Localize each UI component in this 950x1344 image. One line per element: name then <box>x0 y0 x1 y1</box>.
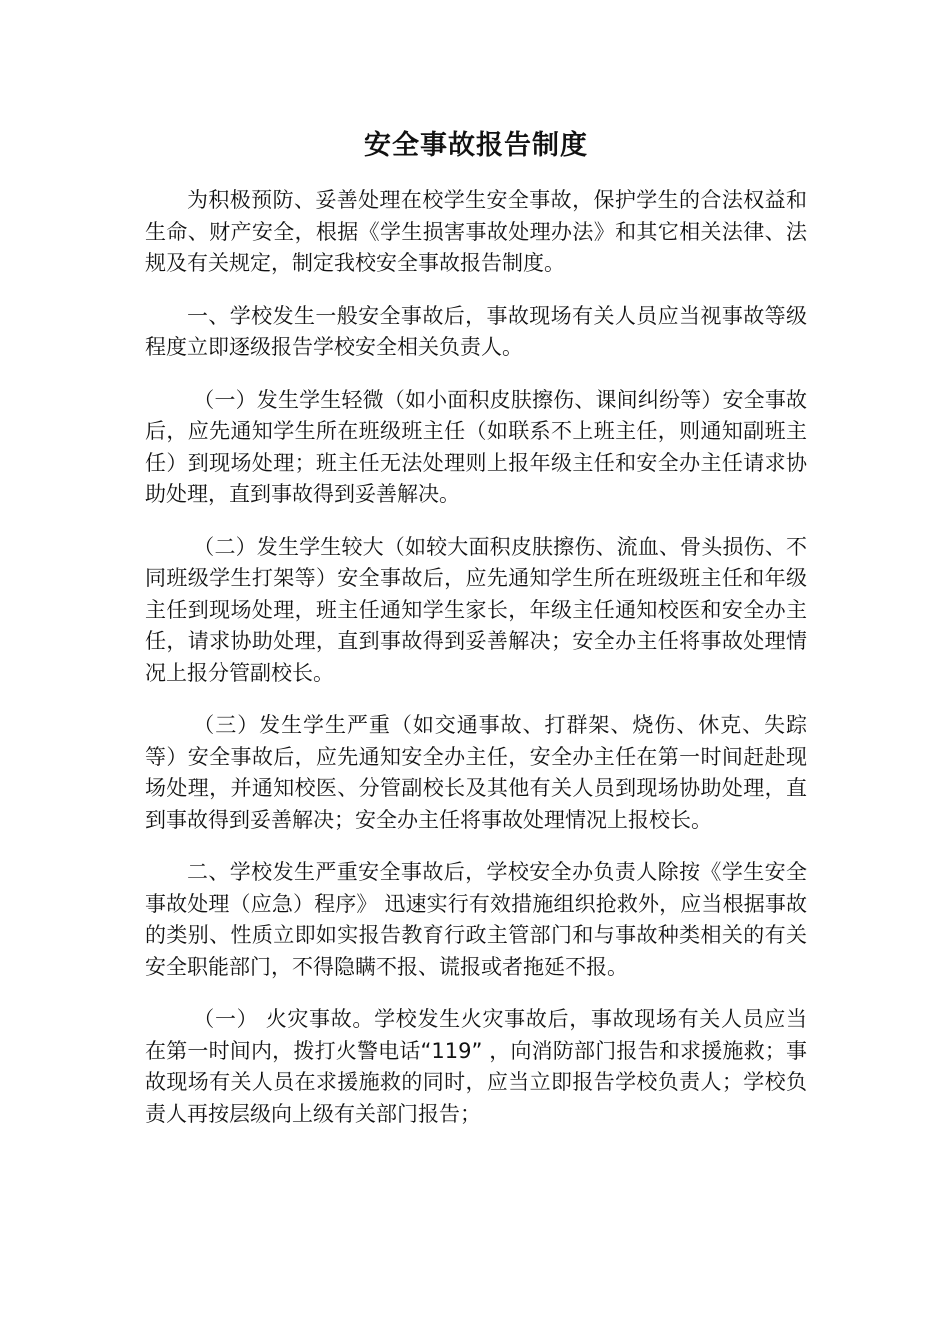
paragraph-section-1-item-1: （一）发生学生轻微（如小面积皮肤擦伤、课间纠纷等）安全事故后，应先通知学生所在班级班主任（如联系不上班主任，则通知副班主任）到现场处理；班主任无法处理则上报年级主任和安全办主任请求协助处理，直到事故得到妥善解决。 <box>145 387 807 506</box>
paragraph-section-1: 一、学校发生一般安全事故后，事故现场有关人员应当视事故等级程度立即逐级报告学校安全相关负责人。 <box>145 303 807 359</box>
document-page <box>145 0 807 1151</box>
paragraph-intro: 为积极预防、妥善处理在校学生安全事故，保护学生的合法权益和生命、财产安全，根据《学生损害事故处理办法》和其它相关法律、法规及有关规定，制定我校安全事故报告制度。 <box>145 188 807 275</box>
paragraph-section-1-item-2: （二）发生学生较大（如较大面积皮肤擦伤、流血、骨头损伤、不同班级学生打架等）安全事故后，应先通知学生所在班级班主任和年级主任到现场处理，班主任通知学生家长，年级主任通知校医和安全办主任，请求协助处理，直到事故得到妥善解决；安全办主任将事故处理情况上报分管副校长。 <box>145 534 807 685</box>
paragraph-section-2: 二、学校发生严重安全事故后，学校安全办负责人除按《学生安全事故处理（应急）程序》 迅速实行有效措施组织抢救外，应当根据事故的类别、性质立即如实报告教育行政主管部门和与事故种类相关的有关安全职能部门，不得隐瞒不报、谎报或者拖延不报。 <box>145 860 807 979</box>
paragraph-section-1-item-3: （三）发生学生严重（如交通事故、打群架、烧伤、休克、失踪等）安全事故后，应先通知安全办主任，安全办主任在第一时间赶赴现场处理，并通知校医、分管副校长及其他有关人员到现场协助处理，直到事故得到妥善解决；安全办主任将事故处理情况上报校长。 <box>145 713 807 832</box>
paragraph-section-2-item-1: （一） 火灾事故。学校发生火灾事故后，事故现场有关人员应当在第一时间内，拨打火警电话“119” ，向消防部门报告和求援施救；事故现场有关人员在求援施救的同时，应当立即报告学校负责人；学校负责人再按层级向上级有关部门报告； <box>145 1007 807 1126</box>
document-title: 安全事故报告制度 <box>364 130 588 161</box>
document-body <box>145 185 807 1130</box>
